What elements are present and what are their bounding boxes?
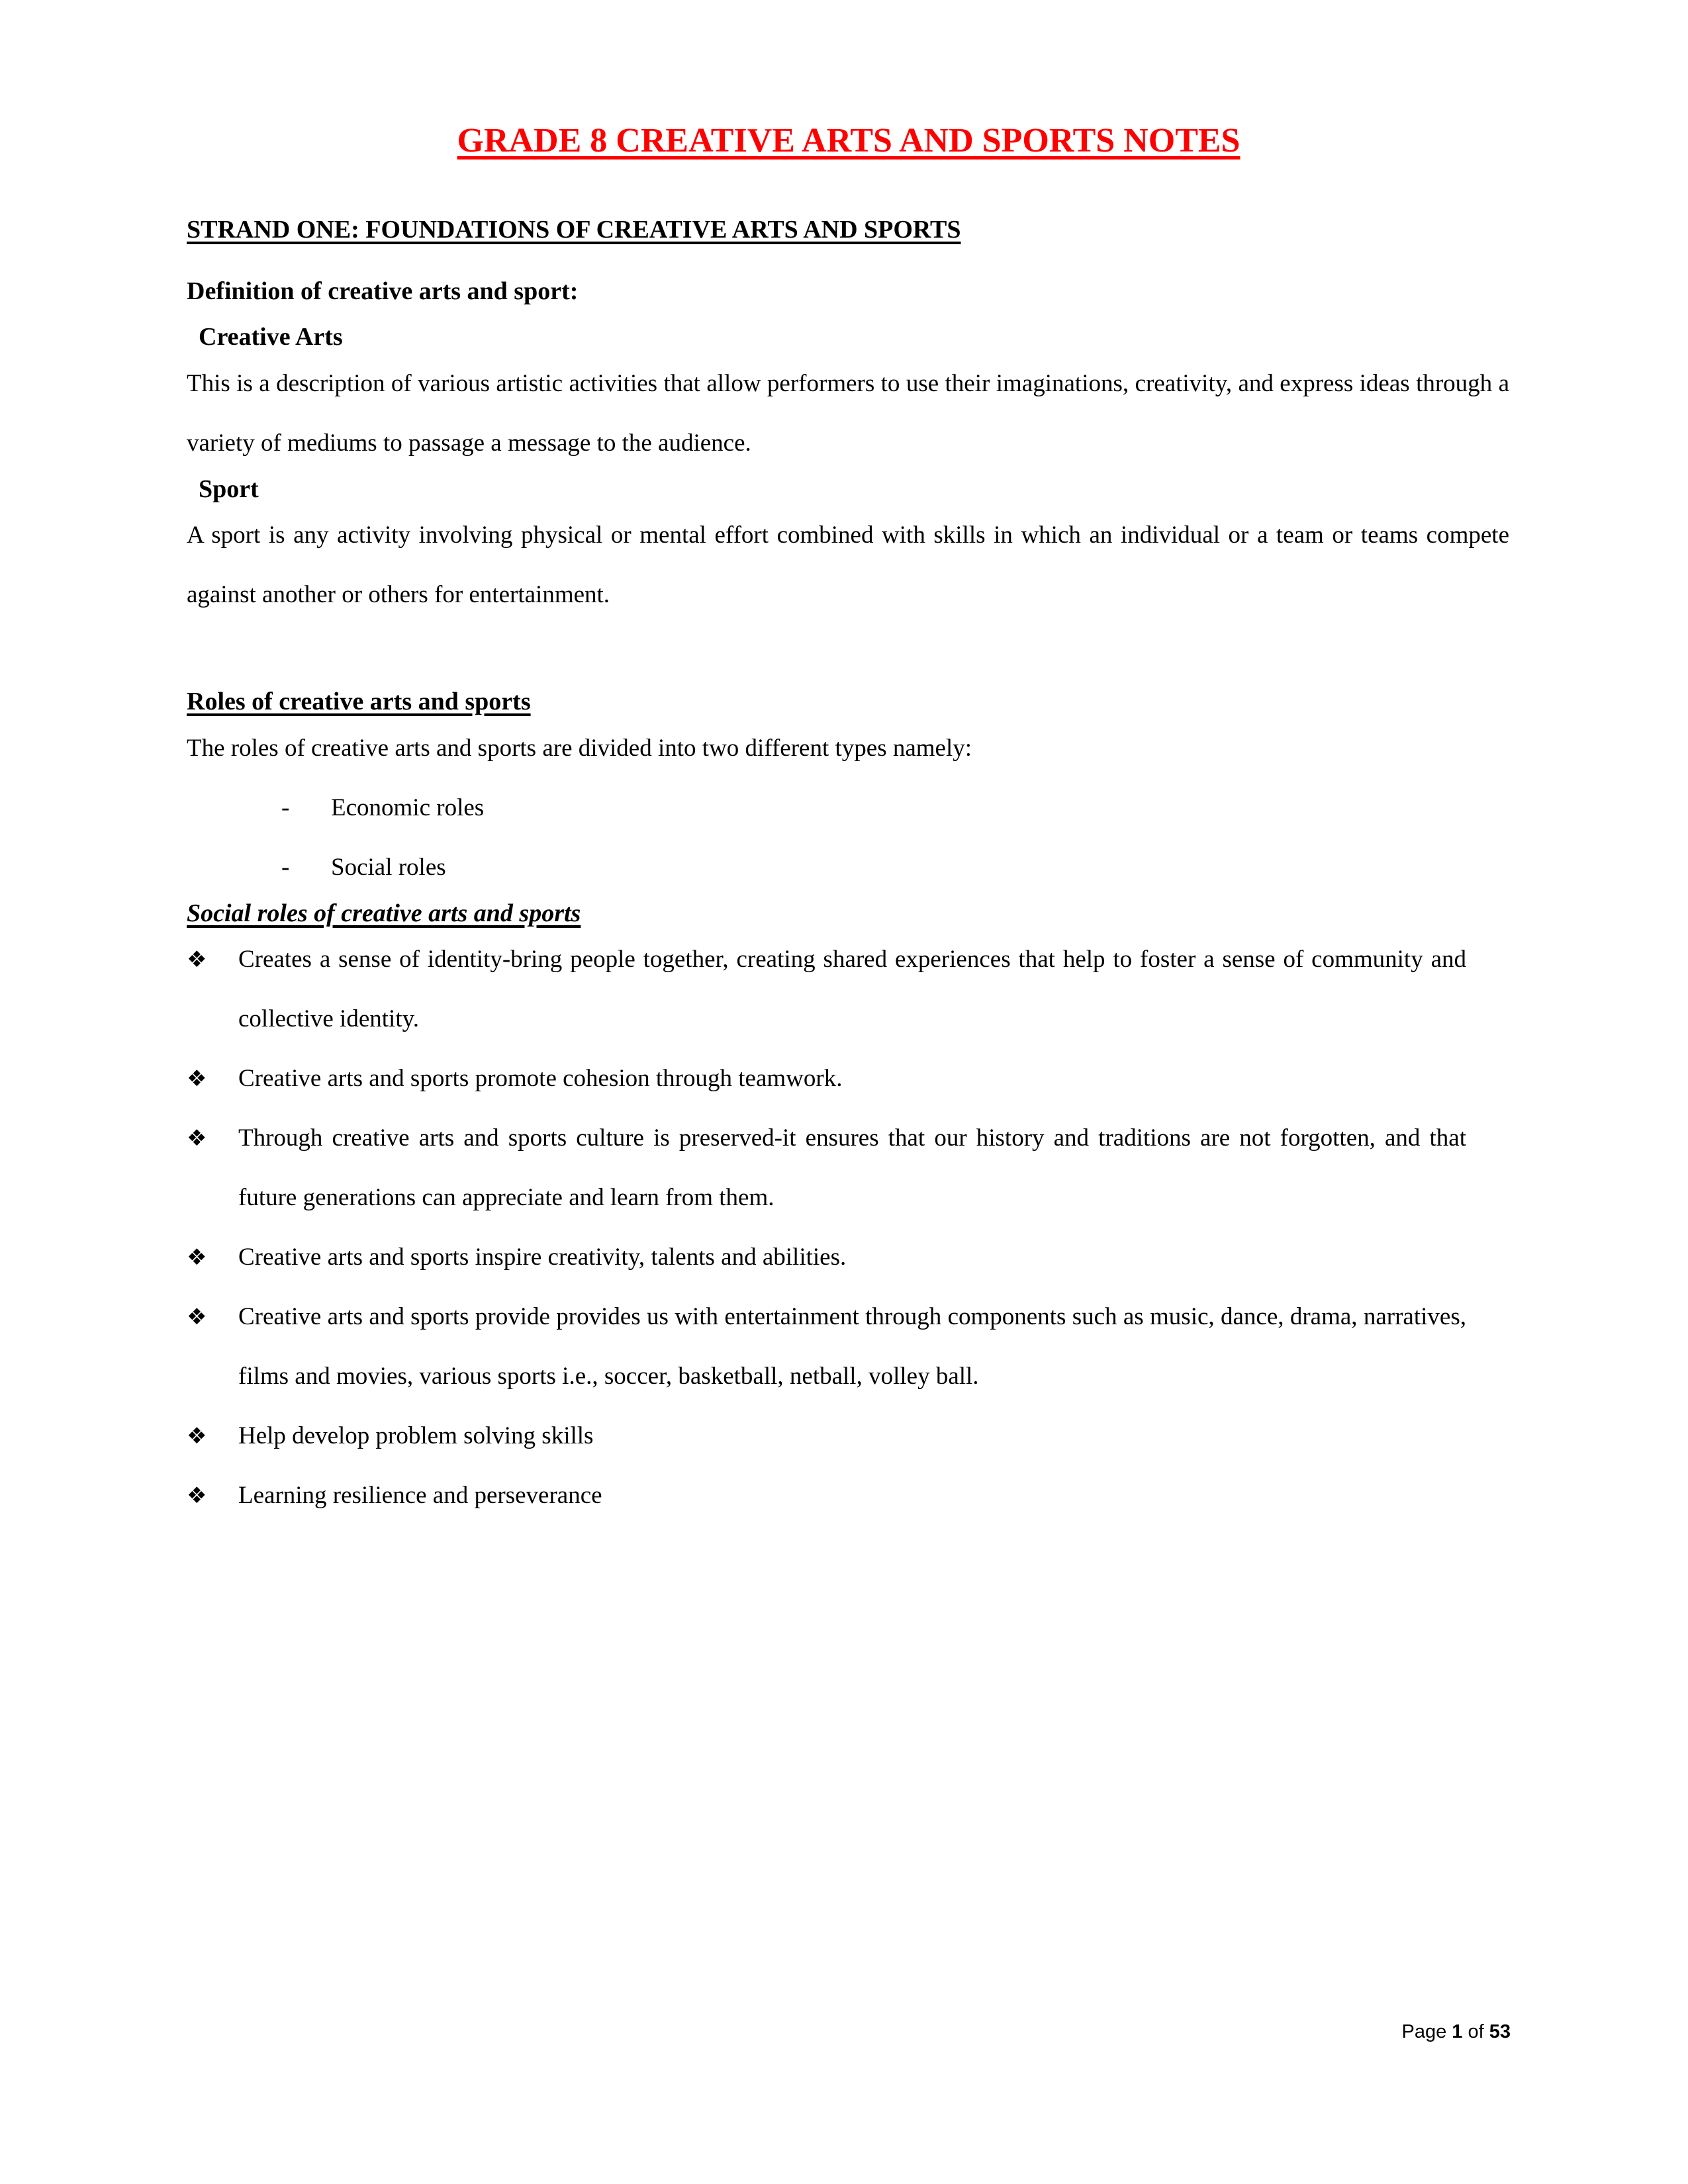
- list-item-label: Help develop problem solving skills: [238, 1422, 594, 1449]
- spacer: [187, 246, 1511, 275]
- list-item: [187, 838, 1511, 897]
- spacer: [187, 163, 1511, 214]
- list-item-label: Creative arts and sports provide provides us with entertainment through components such as music, dance, drama, narratives, films and movies, various sports i.e., soccer, basketball, netball, volley ball.: [238, 1302, 1466, 1390]
- diamond-bullet-icon: ❖: [187, 1065, 207, 1092]
- spacer: [187, 625, 1511, 686]
- list-item-label: Economic roles: [331, 794, 485, 821]
- footer-total-pages: 53: [1489, 2021, 1511, 2043]
- roles-heading-text: Roles of creative arts and sports: [187, 688, 531, 716]
- spacer: [187, 308, 1511, 321]
- creative-arts-heading: Creative Arts: [199, 323, 343, 351]
- list-item: [187, 1049, 1466, 1109]
- document-content: [187, 119, 1511, 1525]
- list-item: [187, 1406, 1466, 1466]
- list-item: [187, 1228, 1466, 1287]
- footer-page-number: 1: [1452, 2021, 1463, 2043]
- diamond-bullet-icon: ❖: [187, 1303, 207, 1330]
- diamond-bullet-icon: ❖: [187, 1244, 207, 1271]
- list-item: [187, 930, 1466, 1049]
- strand-heading: [187, 214, 1511, 246]
- roles-type-list: [187, 778, 1511, 897]
- list-item-label: Creates a sense of identity-bring people together, creating shared experiences that help to foster a sense of community and collective identity.: [238, 945, 1466, 1032]
- creative-arts-paragraph: This is a description of various artistic activities that allow performers to use their imaginations, creativity, and express ideas through a variety of mediums to passage a message to the audience.: [187, 369, 1509, 457]
- sport-heading: Sport: [199, 475, 259, 503]
- list-item: [187, 1109, 1466, 1228]
- list-item-label: Creative arts and sports promote cohesion through teamwork.: [238, 1064, 843, 1092]
- page-title-text: GRADE 8 CREATIVE ARTS AND SPORTS NOTES: [457, 122, 1241, 159]
- dash-bullet-icon: -: [281, 853, 290, 881]
- social-roles-heading-text: Social roles of creative arts and sports: [187, 899, 581, 927]
- diamond-bullet-icon: ❖: [187, 946, 207, 973]
- list-item-label: Through creative arts and sports culture is preserved-it ensures that our history and traditions are not forgotten, and that future generations can appreciate and learn from them.: [238, 1124, 1466, 1211]
- page-title: [187, 119, 1511, 163]
- diamond-bullet-icon: ❖: [187, 1482, 207, 1509]
- list-item: [187, 1466, 1466, 1525]
- roles-intro-paragraph: The roles of creative arts and sports are divided into two different types namely:: [187, 734, 972, 762]
- list-item-label: Social roles: [331, 853, 446, 881]
- diamond-bullet-icon: ❖: [187, 1422, 207, 1449]
- list-item-label: Creative arts and sports inspire creativity, talents and abilities.: [238, 1243, 847, 1271]
- footer-middle: of: [1462, 2021, 1489, 2043]
- list-item: [187, 1287, 1466, 1406]
- diamond-bullet-icon: ❖: [187, 1124, 207, 1152]
- roles-heading: [187, 686, 1511, 718]
- definition-heading: Definition of creative arts and sport:: [187, 277, 579, 305]
- list-item: [187, 778, 1511, 838]
- page-footer: [1401, 2021, 1511, 2044]
- sport-paragraph: A sport is any activity involving physical or mental effort combined with skills in which an individual or a team or teams compete against another or others for entertainment.: [187, 522, 1509, 609]
- social-roles-bullet-list: [187, 930, 1511, 1525]
- list-item-label: Learning resilience and perseverance: [238, 1481, 602, 1509]
- social-roles-heading: [187, 897, 1511, 930]
- dash-bullet-icon: -: [281, 794, 290, 821]
- footer-prefix: Page: [1401, 2021, 1452, 2043]
- strand-heading-text: STRAND ONE: FOUNDATIONS OF CREATIVE ARTS AND SPORTS: [187, 215, 961, 244]
